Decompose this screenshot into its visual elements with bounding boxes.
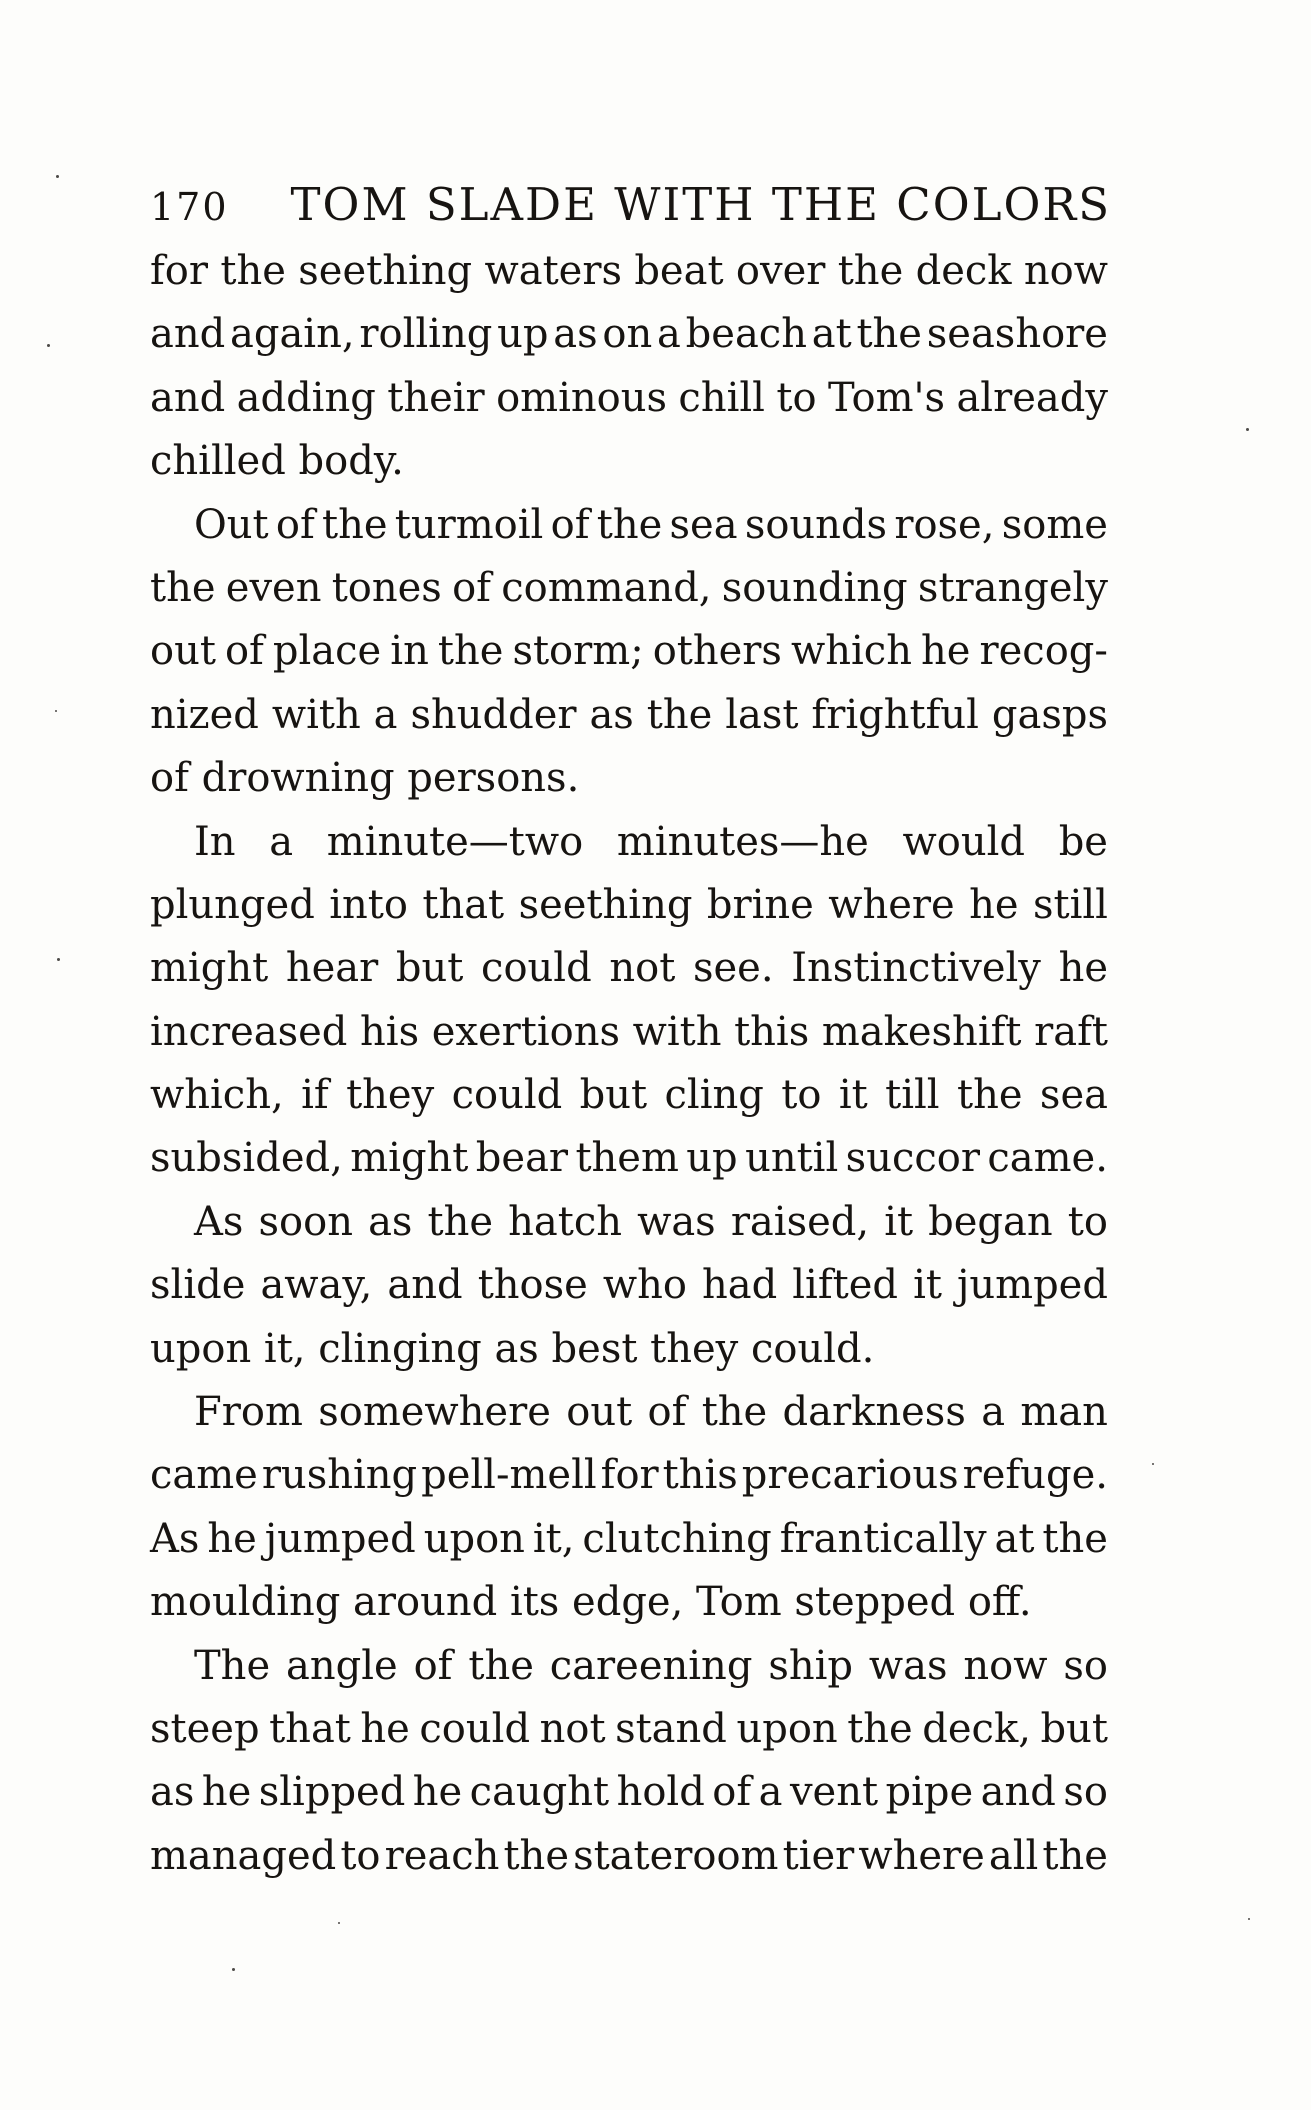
text-line: In a minute—two minutes—he would be (194, 818, 1108, 865)
scan-speck (1248, 1918, 1250, 1920)
page-title: TOM SLADE WITH THE COLORS (290, 178, 1112, 231)
text-line: came rushing pell-mell for this precarious refuge. (150, 1452, 1108, 1499)
text-line: As he jumped upon it, clutching frantically at the (150, 1515, 1108, 1562)
text-line: From somewhere out of the darkness a man (194, 1389, 1108, 1436)
text-line: and adding their ominous chill to Tom's already (150, 374, 1108, 421)
text-line: steep that he could not stand upon the deck, but (150, 1705, 1108, 1752)
running-header (150, 178, 1112, 231)
text-line: nized with a shudder as the last frightful gasps (150, 691, 1108, 738)
scan-speck (47, 344, 50, 347)
text-line: out of place in the storm; others which he recog- (150, 628, 1108, 675)
text-line: chilled body. (150, 438, 404, 485)
page-number: 170 (150, 185, 229, 229)
text-line: the even tones of command, sounding strangely (150, 564, 1108, 611)
text-line: as he slipped he caught hold of a vent pipe and so (150, 1769, 1108, 1816)
scan-speck (232, 1968, 235, 1971)
scan-speck (1246, 428, 1249, 431)
text-line: managed to reach the stateroom tier where all the (150, 1832, 1108, 1879)
text-line: for the seething waters beat over the deck now (150, 248, 1108, 294)
scan-speck (57, 958, 60, 961)
text-line: and again, rolling up as on a beach at the seashore (150, 311, 1108, 358)
text-line: of drowning persons. (150, 755, 580, 802)
text-line: Out of the turmoil of the sea sounds rose, some (194, 501, 1108, 548)
text-line: moulding around its edge, Tom stepped off. (150, 1579, 1032, 1626)
text-line: subsided, might bear them up until succor came. (150, 1135, 1108, 1182)
text-line: plunged into that seething brine where he still (150, 881, 1108, 928)
scan-speck (55, 710, 57, 712)
text-line: which, if they could but cling to it till the sea (150, 1072, 1108, 1119)
text-line: The angle of the careening ship was now so (194, 1642, 1108, 1689)
text-line: slide away, and those who had lifted it jumped (150, 1262, 1108, 1309)
scan-speck (1152, 1463, 1154, 1465)
text-line: increased his exertions with this makeshift raft (150, 1008, 1108, 1055)
body-text (150, 240, 1108, 1888)
scan-speck (338, 1922, 340, 1924)
text-line: As soon as the hatch was raised, it began to (194, 1198, 1108, 1245)
text-line: might hear but could not see. Instinctively he (150, 945, 1108, 992)
scan-speck (56, 175, 59, 178)
text-line: upon it, clinging as best they could. (150, 1325, 875, 1372)
